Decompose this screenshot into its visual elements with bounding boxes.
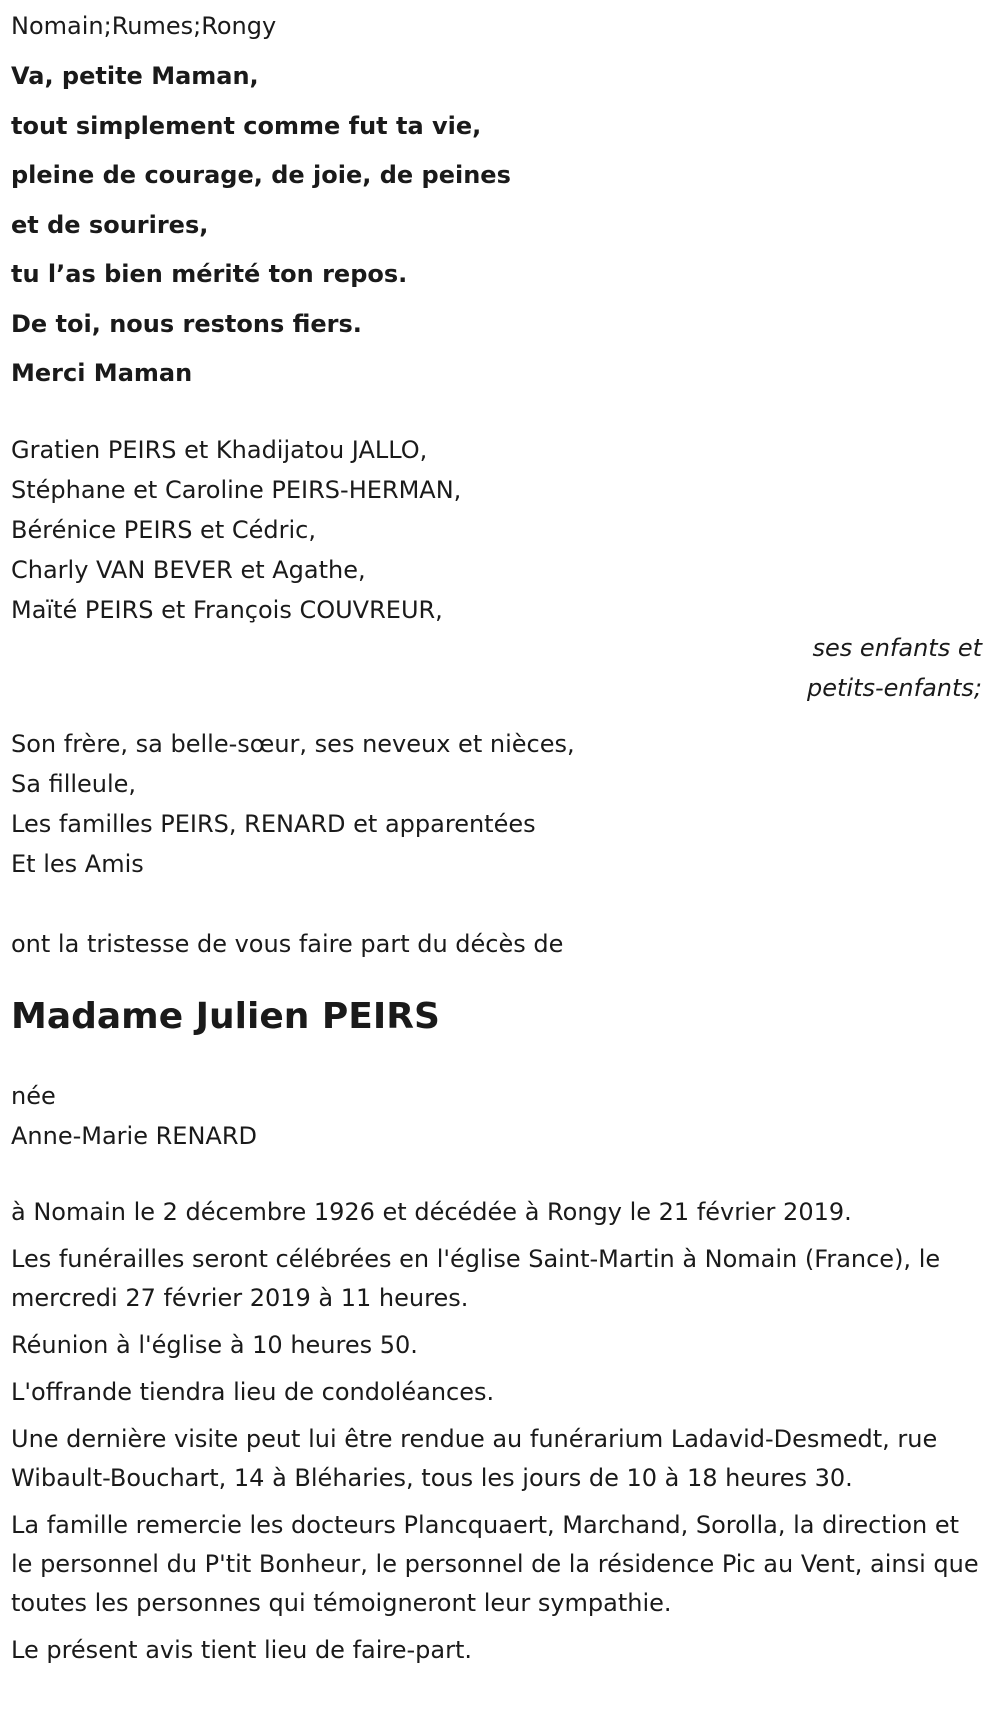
detail-paragraph: L'offrande tiendra lieu de condoléances. — [11, 1377, 495, 1406]
children-list — [11, 430, 986, 630]
funeral-details — [11, 1193, 986, 1670]
relation-line: petits-enfants; — [807, 673, 982, 702]
obituary-notice — [11, 0, 986, 1678]
children-relation — [11, 628, 982, 708]
relative-line: Et les Amis — [11, 849, 144, 878]
poem-line: pleine de courage, de joie, de peines — [11, 161, 511, 189]
deceased-name: Madame Julien PEIRS — [11, 995, 440, 1037]
family-member: Gratien PEIRS et Khadijatou JALLO, — [11, 435, 428, 464]
family-member: Bérénice PEIRS et Cédric, — [11, 515, 316, 544]
detail-paragraph: à Nomain le 2 décembre 1926 et décédée à Rongy le 21 février 2019. — [11, 1197, 852, 1226]
poem-line: Va, petite Maman, — [11, 62, 259, 90]
detail-paragraph: La famille remercie les docteurs Plancquaert, Marchand, Sorolla, la direction et le personnel du P'tit Bonheur, le personnel de la résidence Pic au Vent, ainsi que toutes les personnes qui témoigneront leur sympathie. — [11, 1510, 979, 1617]
announcement: ont la tristesse de vous faire part du décès de — [11, 929, 564, 958]
poem-line: De toi, nous restons fiers. — [11, 309, 362, 338]
relative-line: Son frère, sa belle-sœur, ses neveux et nièces, — [11, 729, 575, 758]
poem — [11, 52, 986, 399]
family-member: Maïté PEIRS et François COUVREUR, — [11, 595, 443, 624]
detail-paragraph: Réunion à l'église à 10 heures 50. — [11, 1330, 418, 1359]
nee-label: née — [11, 1081, 56, 1110]
detail-paragraph: Une dernière visite peut lui être rendue au funérarium Ladavid-Desmedt, rue Wibault-Bouchart, 14 à Bléharies, tous les jours de 10 à 18 heures 30. — [11, 1424, 938, 1492]
poem-line: tu l’as bien mérité ton repos. — [11, 260, 408, 288]
relative-line: Les familles PEIRS, RENARD et apparentées — [11, 809, 536, 838]
locations-line: Nomain;Rumes;Rongy — [11, 12, 277, 40]
poem-line: tout simplement comme fut ta vie, — [11, 111, 482, 140]
detail-paragraph: Le présent avis tient lieu de faire-part. — [11, 1635, 473, 1664]
relation-line: ses enfants et — [812, 633, 982, 662]
poem-line: Merci Maman — [11, 359, 193, 387]
poem-line: et de sourires, — [11, 210, 209, 239]
family-member: Charly VAN BEVER et Agathe, — [11, 555, 366, 584]
detail-paragraph: Les funérailles seront célébrées en l'église Saint-Martin à Nomain (France), le mercredi 27 février 2019 à 11 heures. — [11, 1244, 941, 1312]
maiden-name: Anne-Marie RENARD — [11, 1121, 257, 1150]
relative-line: Sa filleule, — [11, 769, 137, 798]
maiden-name-block — [11, 1076, 986, 1156]
other-relatives — [11, 724, 986, 884]
family-member: Stéphane et Caroline PEIRS-HERMAN, — [11, 475, 462, 504]
